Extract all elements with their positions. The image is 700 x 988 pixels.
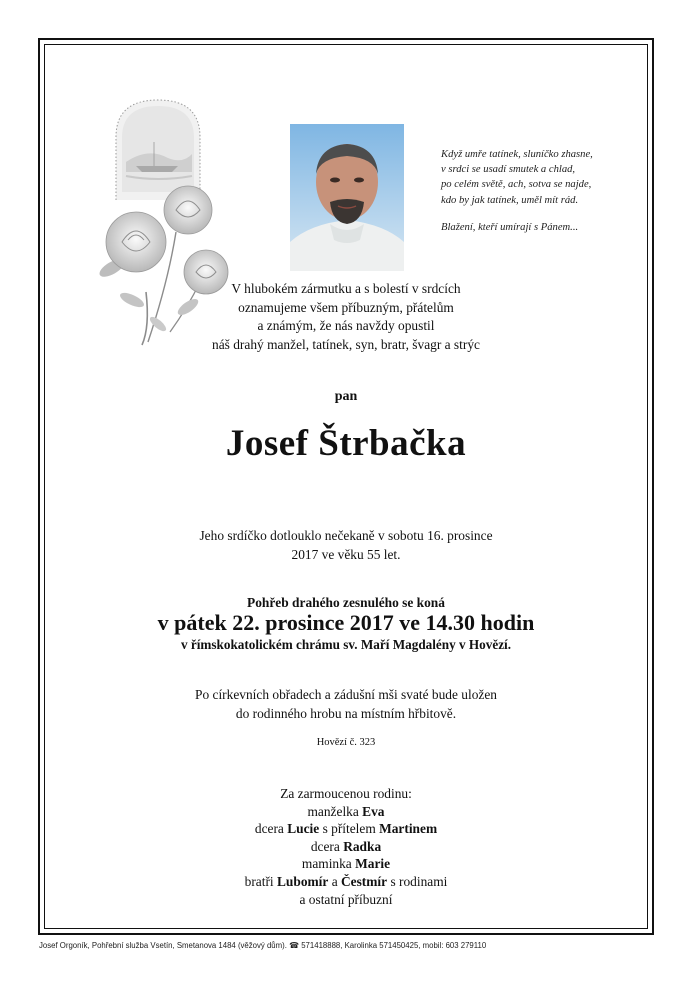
relation: manželka (307, 803, 363, 819)
death-notice (44, 527, 648, 564)
family-brothers (44, 873, 648, 891)
deceased-name: Josef Štrbačka (225, 423, 467, 464)
phone-icon: ☎ (289, 941, 300, 950)
person-name: Martinem (379, 821, 438, 837)
relation: dcera (310, 838, 344, 854)
relation: maminka (301, 856, 356, 872)
poem (441, 147, 641, 235)
intro-line: náš drahý manžel, tatínek, syn, bratr, švagr a strýc (212, 336, 480, 352)
family-mother (44, 855, 648, 873)
title-word: pan (334, 389, 358, 404)
relation: s přítelem (319, 821, 380, 837)
person-name: Eva (362, 803, 385, 819)
relation: bratři (244, 873, 277, 889)
person-name: Radka (343, 838, 382, 854)
address: Hovězí č. 323 (316, 737, 376, 748)
person-name: Lucie (287, 821, 320, 837)
family-daughter (44, 820, 648, 838)
death-line: Jeho srdíčko dotlouklo nečekaně v sobotu 16. prosince (199, 528, 493, 543)
announcement-intro (44, 280, 648, 354)
footer-contacts: 571418888, Karolinka 571450425, mobil: 603 279110 (301, 941, 487, 950)
portrait-photo (290, 124, 404, 271)
poem-line: Když umře tatínek, sluníčko zhasne, (441, 149, 593, 160)
footer (39, 941, 659, 950)
intro-line: a známým, že nás navždy opustil (257, 318, 435, 333)
funeral-place: v římskokatolickém chrámu sv. Maří Magdalény v Hovězí. (180, 637, 512, 652)
poem-line: kdo by jak tatínek, uměl mít rád. (441, 194, 579, 206)
funeral-heading: Pohřeb drahého zesnulého se koná (247, 595, 445, 610)
family-heading: Za zarmoucenou rodinu: (280, 786, 412, 801)
poem-line: po celém světě, ach, sotva se najde, (441, 179, 592, 191)
relation: s rodinami (387, 873, 448, 889)
blessing: Blažení, kteří umírají s Pánem... (441, 221, 579, 233)
intro-line: oznamujeme všem příbuzným, přátelům (238, 299, 454, 315)
relation: dcera (254, 821, 288, 837)
family-others: a ostatní příbuzní (299, 891, 393, 907)
burial-line: do rodinného hrobu na místním hřbitově. (235, 705, 457, 721)
family-daughter (44, 838, 648, 856)
burial-notice (44, 686, 648, 723)
person-name: Čestmír (340, 873, 388, 889)
footer-company: Josef Orgoník, Pohřební služba Vsetín, Smetanova 1484 (věžový dům). (39, 941, 287, 950)
burial-line: Po církevních obřadech a zádušní mši svaté bude uložen (195, 687, 497, 702)
family-wife (44, 803, 648, 821)
family-list (44, 785, 648, 908)
funeral-datetime: v pátek 22. prosince 2017 ve 14.30 hodin (157, 610, 535, 635)
death-line: 2017 ve věku 55 let. (291, 546, 401, 562)
relation: a (328, 873, 341, 889)
person-name: Lubomír (277, 873, 329, 889)
poem-line: v srdci se usadí smutek a chlad, (441, 164, 576, 176)
person-name: Marie (355, 856, 391, 872)
intro-line: V hlubokém zármutku a s bolestí v srdcích (231, 281, 461, 296)
